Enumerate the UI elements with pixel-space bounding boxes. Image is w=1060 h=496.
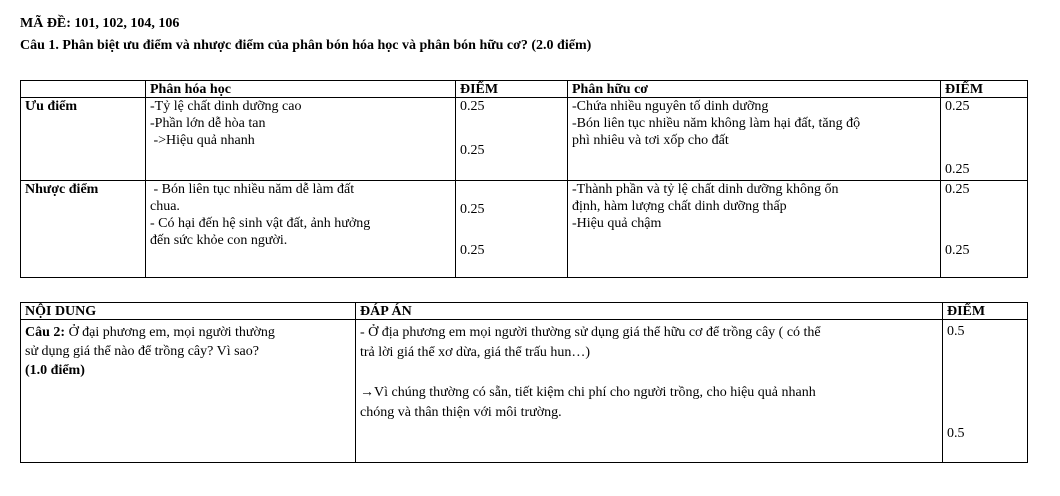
text-line: - Có hại đến hệ sinh vật đất, ảnh hưởng [150, 216, 371, 231]
organic-disadvantages-score-1: 0.25 [945, 182, 970, 197]
exam-codes: MÃ ĐỀ: 101, 102, 104, 106 [20, 16, 180, 31]
table2-header-answer: ĐÁP ÁN [360, 304, 412, 319]
text-line: -Phần lớn dễ hòa tan [150, 116, 266, 131]
text-line: Ở đại phương em, mọi người thường [65, 325, 275, 340]
text-line: Vì chúng thường có sẵn, tiết kiệm chi phí cho người trồng, cho hiệu quả nhanh [374, 385, 816, 400]
table1-header-organic: Phân hữu cơ [572, 82, 649, 97]
question-2-cell [20, 322, 355, 381]
table1-header-score-2: ĐIỂM [945, 82, 984, 97]
table1-header-empty [20, 80, 145, 82]
arrow-icon: → [360, 385, 374, 400]
table1-header-chemical: Phân hóa học [150, 82, 231, 97]
text-line: -Hiệu quả chậm [572, 216, 662, 231]
text-line: - Bón liên tục nhiều năm dễ làm đất [150, 182, 355, 197]
chemical-disadvantages [145, 180, 455, 250]
text-line: trả lời giá thể xơ dừa, giá thể trấu hun…) [360, 345, 590, 360]
text-line: -Thành phần và tỷ lệ chất dinh dưỡng không ổn [572, 182, 839, 197]
chemical-advantages [145, 97, 455, 150]
text-line: - Ở địa phương em mọi người thường sử dụng giá thể hữu cơ để trồng cây ( có thể [360, 325, 821, 340]
organic-advantages [567, 97, 940, 150]
text-line: định, hàm lượng chất dinh dưỡng thấp [572, 199, 787, 214]
question-2-score-1: 0.5 [947, 324, 965, 339]
chemical-disadvantages-score-2: 0.25 [460, 243, 485, 258]
text-line: ->Hiệu quả nhanh [150, 133, 255, 148]
row-label-disadvantages: Nhược điểm [25, 182, 99, 197]
question-2-points: (1.0 điểm) [25, 363, 85, 378]
chemical-advantages-score-2: 0.25 [460, 143, 485, 158]
chemical-advantages-score-1: 0.25 [460, 99, 485, 114]
organic-advantages-score-2: 0.25 [945, 162, 970, 177]
text-line: -Bón liên tục nhiều năm không làm hại đất, tăng độ [572, 116, 861, 131]
table1-header-score: ĐIỂM [460, 82, 499, 97]
chemical-disadvantages-score-1: 0.25 [460, 202, 485, 217]
text-line: -Chứa nhiều nguyên tố dinh dưỡng [572, 99, 769, 114]
question-2-score-2: 0.5 [947, 426, 965, 441]
text-line: -Tỷ lệ chất dinh dưỡng cao [150, 99, 302, 114]
organic-disadvantages [567, 180, 940, 233]
table2-header-content: NỘI DUNG [25, 304, 97, 319]
organic-disadvantages-score-2: 0.25 [945, 243, 970, 258]
question-1-title: Câu 1. Phân biệt ưu điểm và nhược điểm của phân bón hóa học và phân bón hữu cơ? (2.0 điểm) [20, 38, 592, 53]
text-line: sử dụng giá thể nào để trồng cây? Vì sao? [25, 344, 259, 359]
text-line: chóng và thân thiện với môi trường. [360, 405, 562, 420]
row-label-advantages: Ưu điểm [25, 99, 77, 114]
question-2-answer [355, 322, 942, 424]
text-line: đến sức khỏe con người. [150, 233, 288, 248]
organic-advantages-score-1: 0.25 [945, 99, 970, 114]
text-line: phì nhiêu và tơi xốp cho đất [572, 133, 729, 148]
question-2-label: Câu 2: [25, 325, 66, 340]
text-line: chua. [150, 199, 180, 214]
table2-header-score: ĐIỂM [947, 304, 986, 319]
